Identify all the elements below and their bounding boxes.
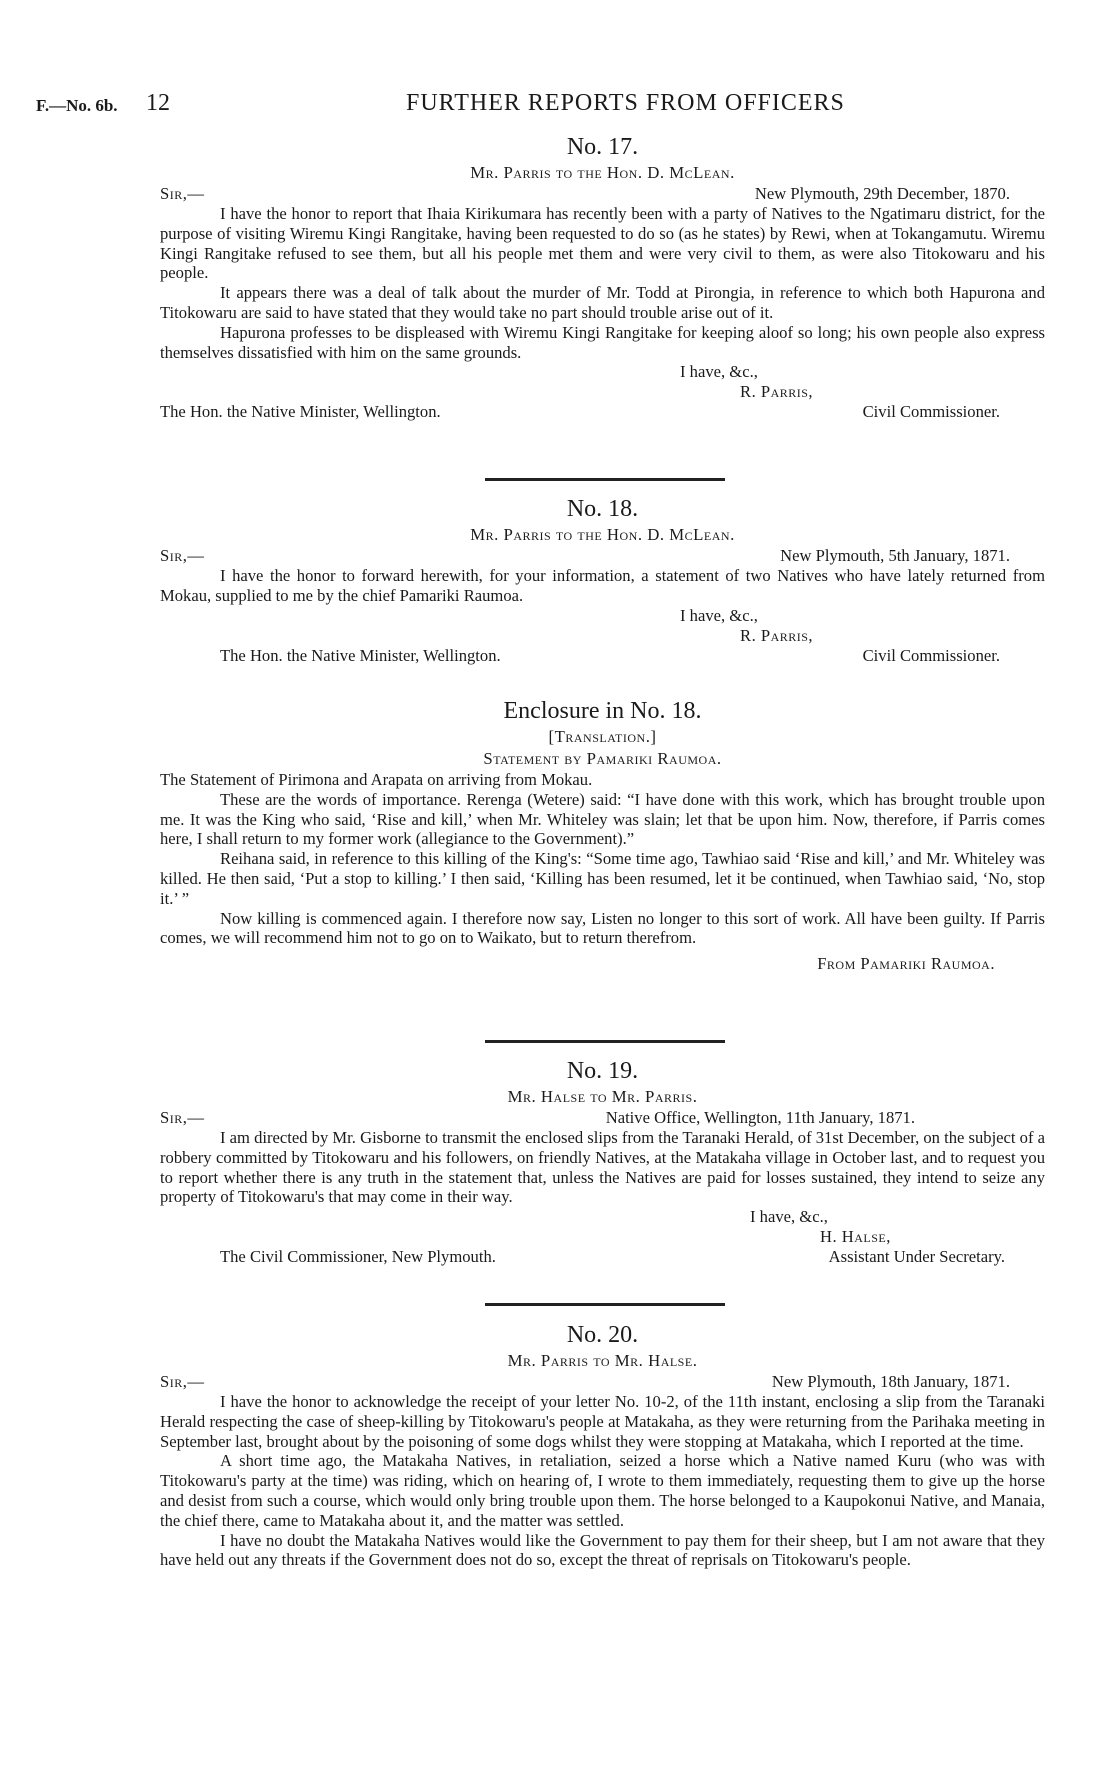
paragraph: A short time ago, the Matakaha Natives, in retaliation, seized a horse which a Native named Kuru (who was with Titokowaru's party at the time) was riding, which on hearing of, I wrote to them immediately, requesting them to give up the horse and desist from such a course, which would only bring trouble upon them. The horse belonged to a Kaupokonui Native, and Manaia, the chief there, came to Matakaha about it, and the matter was settled. <box>160 1451 1045 1530</box>
signer-title: Civil Commissioner. <box>862 402 1000 422</box>
paragraph: These are the words of importance. Rerenga (Wetere) said: “I have done with this work, which has brought trouble upon me. It was the King who said, ‘Rise and kill,’ when Mr. Whiteley was slain; let that be upon him. Now, therefore, if Parris comes here, I shall return to my former work (allegiance to the Government).” <box>160 789 1045 849</box>
letter-number: No. 17. <box>566 134 639 160</box>
signer: R. Parris, <box>740 625 814 645</box>
signer: R. Parris, <box>740 382 814 402</box>
paragraph: I have no doubt the Matakaha Natives would like the Government to pay them for their sheep, but I am not aware that they have held out any threats if the Government does not do so, except the threat of reprisals on Titokowaru's people. <box>160 1530 1045 1570</box>
letter-from-to: Mr. Halse to Mr. Parris. <box>507 1087 698 1106</box>
signer: H. Halse, <box>820 1227 891 1247</box>
letter-number: No. 19. <box>566 1058 639 1084</box>
signer-title: Assistant Under Secretary. <box>828 1247 1005 1267</box>
paragraph: Hapurona professes to be displeased with Wiremu Kingi Rangitake for keeping aloof so long; his own people also express themselves dissatisfied with him on the same grounds. <box>160 322 1045 362</box>
letter-20 <box>160 1320 1045 1570</box>
place-date: Native Office, Wellington, 11th January, 1871. <box>605 1108 915 1127</box>
paragraph: I have the honor to forward herewith, for your information, a statement of two Natives who have lately returned from Mokau, supplied to me by the chief Pamariki Raumoa. <box>160 566 1045 605</box>
addressee: The Hon. the Native Minister, Wellington. <box>160 402 441 422</box>
statement-intro: The Statement of Pirimona and Arapata on arriving from Mokau. <box>160 770 593 789</box>
statement-title: Statement by Pamariki Raumoa. <box>483 749 722 768</box>
letter-from-to: Mr. Parris to the Hon. D. McLean. <box>470 525 735 544</box>
closing: I have, &c., <box>750 1207 828 1227</box>
addressee: The Hon. the Native Minister, Wellington. <box>220 645 501 665</box>
enclosure-18 <box>160 696 1045 974</box>
letter-from-to: Mr. Parris to Mr. Halse. <box>507 1351 698 1370</box>
statement-from: From Pamariki Raumoa. <box>817 954 995 974</box>
closing: I have, &c., <box>680 605 758 625</box>
letter-number: No. 20. <box>566 1322 639 1348</box>
closing: I have, &c., <box>680 362 758 382</box>
salutation: Sir,— <box>160 1372 205 1391</box>
section-divider <box>485 1040 725 1043</box>
translation-label: [Translation.] <box>548 727 657 746</box>
paragraph: It appears there was a deal of talk about the murder of Mr. Todd at Pirongia, in reference to which both Hapurona and Titokowaru are said to have stated that they would take no part should trouble arise out of it. <box>160 283 1045 322</box>
letter-19 <box>160 1056 1045 1267</box>
running-title: FURTHER REPORTS FROM OFFICERS <box>406 90 845 116</box>
place-date: New Plymouth, 18th January, 1871. <box>771 1372 1010 1391</box>
page-header <box>36 88 1056 128</box>
section-divider <box>485 1303 725 1306</box>
signer-title: Civil Commissioner. <box>862 645 1000 665</box>
enclosure-heading: Enclosure in No. 18. <box>503 698 702 724</box>
letter-17 <box>160 132 1045 422</box>
paragraph: I am directed by Mr. Gisborne to transmit the enclosed slips from the Taranaki Herald, of 31st December, on the subject of a robbery committed by Titokowaru and his followers, on friendly Natives, at the Matakaha village in October last, and to request you to report whether there is any truth in the statement that, unless the Natives are paid for losses sustained, they intend to seize any property of Titokowaru's that may come in their way. <box>160 1128 1046 1207</box>
addressee: The Civil Commissioner, New Plymouth. <box>220 1247 496 1267</box>
paragraph: I have the honor to acknowledge the receipt of your letter No. 10-2, of the 11th instant, enclosing a slip from the Taranaki Herald respecting the case of sheep-killing by Titokowaru's people at Matakaha, as they were returning from the Parihaka meeting in September last, brought about by the poisoning of some dogs whilst they were stopping at Matakaha, which I reported at the time. <box>160 1392 1045 1451</box>
salutation: Sir,— <box>160 1108 205 1127</box>
salutation: Sir,— <box>160 546 205 565</box>
letter-number: No. 18. <box>566 496 639 522</box>
paragraph: I have the honor to report that Ihaia Kirikumara has recently been with a party of Natives to the Ngatimaru district, for the purpose of visiting Wiremu Kingi Rangitake, having been requested to do so (as he states) by Rewi, when at Tokangamutu. Wiremu Kingi Rangitake refused to see them, but all his people met them and were very civil to them, as were also Titokowaru and his people. <box>160 204 1045 283</box>
paper-reference: F.—No. 6b. <box>36 96 118 115</box>
letter-from-to: Mr. Parris to the Hon. D. McLean. <box>470 163 735 182</box>
salutation: Sir,— <box>160 184 205 203</box>
place-date: New Plymouth, 5th January, 1871. <box>780 546 1010 565</box>
paragraph: Reihana said, in reference to this killing of the King's: “Some time ago, Tawhiao said ‘Rise and kill,’ and Mr. Whiteley was killed. He then said, ‘Put a stop to killing.’ I then said, ‘Killing has been resumed, let it be continued, when Tawhiao said, ‘No, stop it.’ ” <box>160 849 1045 908</box>
section-divider <box>485 478 725 481</box>
place-date: New Plymouth, 29th December, 1870. <box>754 184 1010 203</box>
paragraph: Now killing is commenced again. I therefore now say, Listen no longer to this sort of work. All have been guilty. If Parris comes, we will recommend him not to go on to Waikato, but to return therefrom. <box>160 908 1045 948</box>
letter-18 <box>160 494 1045 666</box>
page-number: 12 <box>146 90 170 116</box>
